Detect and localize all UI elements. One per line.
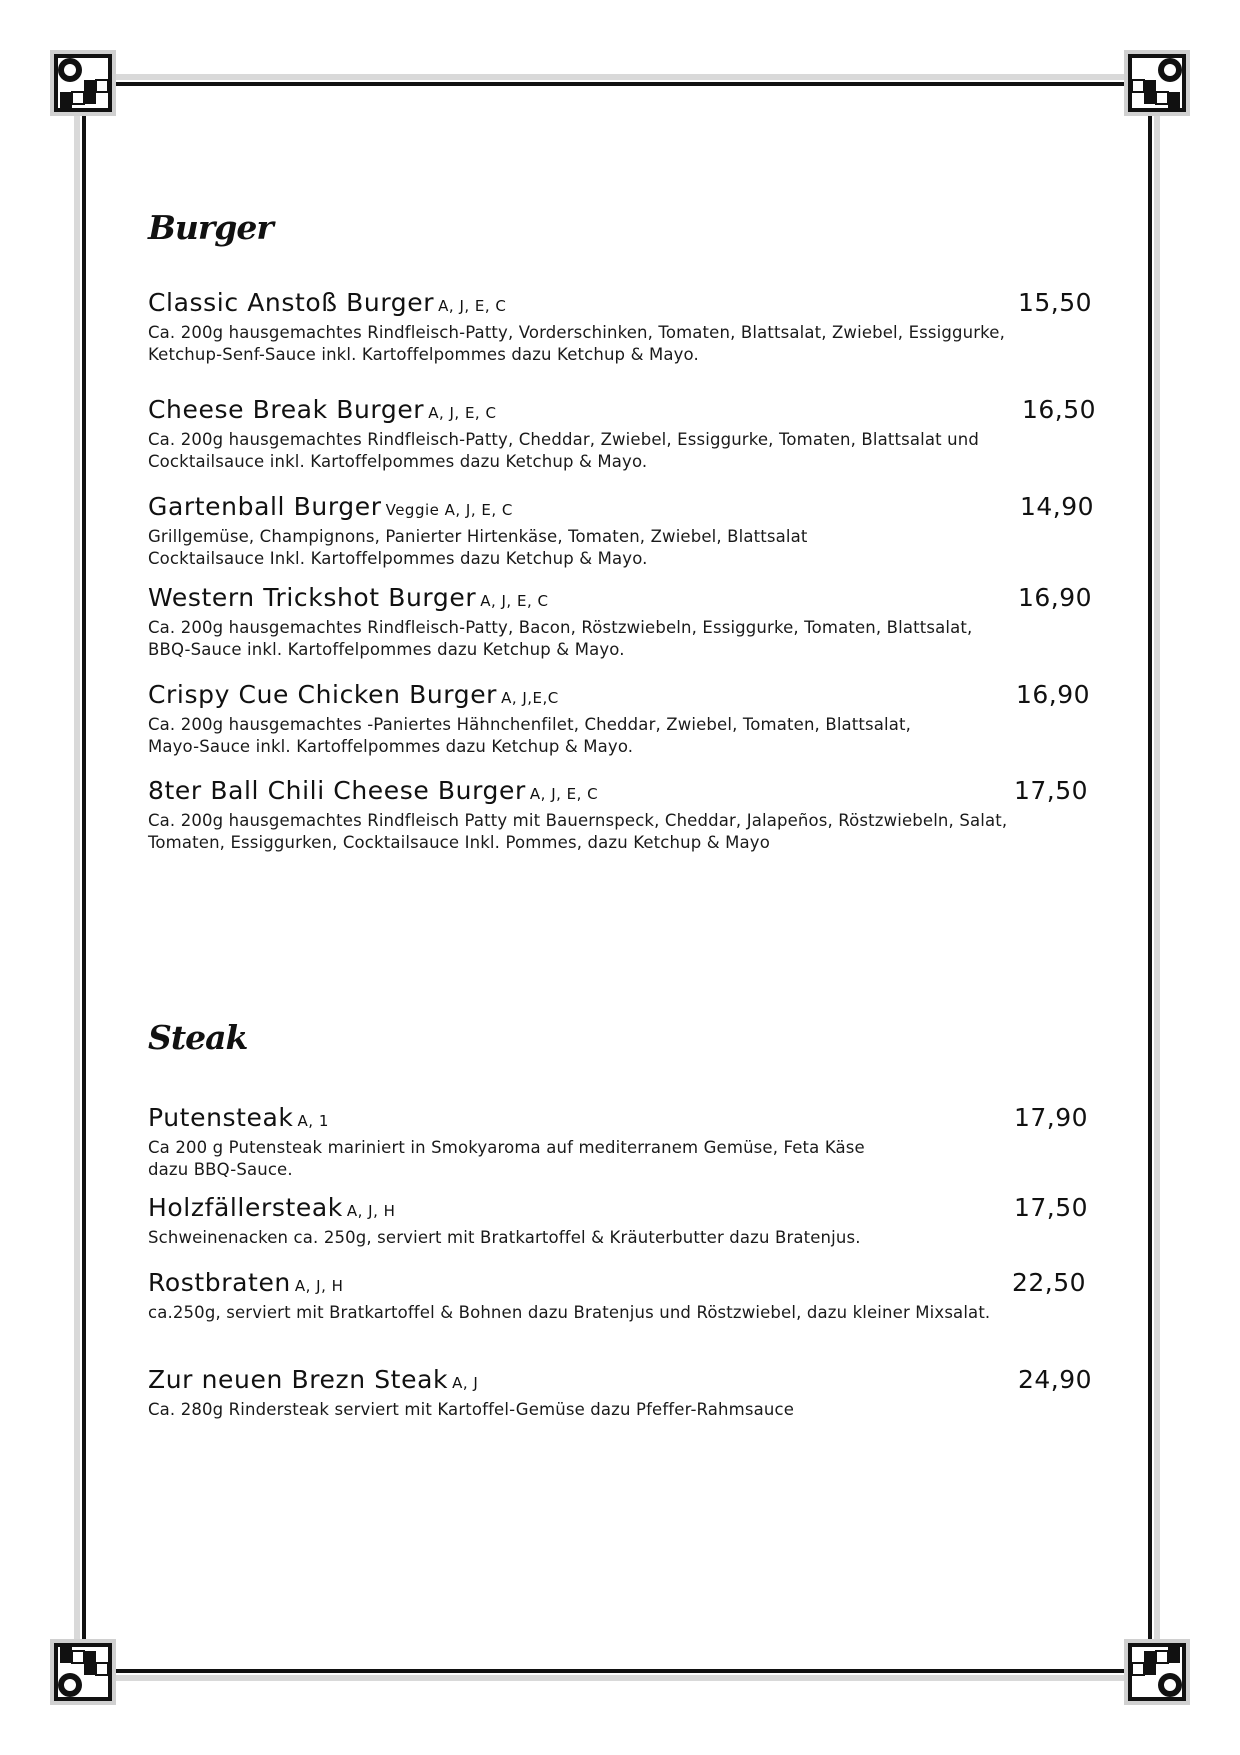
menu-item-header bbox=[148, 1193, 1098, 1227]
menu-item bbox=[148, 776, 1098, 854]
menu-item bbox=[148, 680, 1098, 758]
menu-item-price: 24,90 bbox=[1018, 1365, 1093, 1394]
menu-item-price: 16,50 bbox=[1022, 395, 1097, 424]
menu-item-header bbox=[148, 583, 1098, 617]
menu-item-name: Gartenball Burger bbox=[148, 492, 382, 521]
menu-item-description: dazu BBQ-Sauce. bbox=[148, 1160, 293, 1179]
menu-item-price: 17,90 bbox=[1014, 1103, 1089, 1132]
menu-item bbox=[148, 1193, 1098, 1249]
menu-item-header bbox=[148, 288, 1098, 322]
menu-item-header bbox=[148, 1103, 1098, 1137]
menu-item bbox=[148, 492, 1098, 570]
menu-item-allergens: A, J, E, C bbox=[529, 785, 599, 803]
menu-item-price: 17,50 bbox=[1014, 1193, 1089, 1222]
menu-item-name: Putensteak bbox=[148, 1103, 294, 1132]
menu-item-description: Ca. 200g hausgemachtes Rindfleisch-Patty, Bacon, Röstzwiebeln, Essiggurke, Tomaten, Blattsalat, bbox=[148, 618, 973, 637]
menu-item-header bbox=[148, 1268, 1098, 1302]
menu-item bbox=[148, 583, 1098, 661]
corner-ornament-bottom-right bbox=[1124, 1639, 1190, 1705]
menu-item-price: 16,90 bbox=[1018, 583, 1093, 612]
menu-item-allergens: A, J, H bbox=[294, 1277, 344, 1295]
menu-item-description: Grillgemüse, Champignons, Panierter Hirtenkäse, Tomaten, Zwiebel, Blattsalat bbox=[148, 527, 808, 546]
menu-item-description: Ca. 200g hausgemachtes Rindfleisch Patty mit Bauernspeck, Cheddar, Jalapeños, Röstzwiebeln, Salat, bbox=[148, 811, 1008, 830]
menu-item-header bbox=[148, 680, 1098, 714]
menu-item-allergens: A, 1 bbox=[297, 1112, 329, 1130]
menu-item-description: Ca 200 g Putensteak mariniert in Smokyaroma auf mediterranem Gemüse, Feta Käse bbox=[148, 1138, 865, 1157]
menu-item-name: Western Trickshot Burger bbox=[148, 583, 477, 612]
menu-item-price: 16,90 bbox=[1016, 680, 1091, 709]
menu-item-name: Zur neuen Brezn Steak bbox=[148, 1365, 449, 1394]
menu-item-name: 8ter Ball Chili Cheese Burger bbox=[148, 776, 526, 805]
menu-item-description: Tomaten, Essiggurken, Cocktailsauce Inkl. Pommes, dazu Ketchup & Mayo bbox=[148, 833, 770, 852]
menu-item-name: Holzfällersteak bbox=[148, 1193, 343, 1222]
menu-item-description: Schweinenacken ca. 250g, serviert mit Bratkartoffel & Kräuterbutter dazu Bratenjus. bbox=[148, 1228, 861, 1247]
menu-item bbox=[148, 395, 1098, 473]
menu-item-description: Ca. 200g hausgemachtes -Paniertes Hähnchenfilet, Cheddar, Zwiebel, Tomaten, Blattsalat, bbox=[148, 715, 912, 734]
menu-item-name: Classic Anstoß Burger bbox=[148, 288, 435, 317]
menu-item-description: Cocktailsauce Inkl. Kartoffelpommes dazu Ketchup & Mayo. bbox=[148, 549, 648, 568]
menu-item bbox=[148, 1365, 1098, 1421]
menu-item-price: 14,90 bbox=[1020, 492, 1095, 521]
menu-item-description: Ca. 200g hausgemachtes Rindfleisch-Patty, Vorderschinken, Tomaten, Blattsalat, Zwiebel, Essiggurke, bbox=[148, 323, 1005, 342]
menu-item-name: Rostbraten bbox=[148, 1268, 291, 1297]
menu-item-allergens: A, J, E, C bbox=[428, 404, 497, 422]
menu-item-allergens: Veggie A, J, E, C bbox=[385, 501, 513, 519]
menu-item-description: Mayo-Sauce inkl. Kartoffelpommes dazu Ketchup & Mayo. bbox=[148, 737, 634, 756]
menu-item-header bbox=[148, 1365, 1098, 1399]
corner-ornament-top-left bbox=[50, 50, 116, 116]
menu-item-allergens: A, J, E, C bbox=[438, 297, 507, 315]
menu-item-name: Cheese Break Burger bbox=[148, 395, 425, 424]
menu-item-allergens: A, J, H bbox=[346, 1202, 396, 1220]
section-title-steak: Steak bbox=[148, 1018, 248, 1057]
menu-item-description: Ca. 280g Rindersteak serviert mit Kartoffel-Gemüse dazu Pfeffer-Rahmsauce bbox=[148, 1400, 795, 1419]
menu-item bbox=[148, 1103, 1098, 1181]
menu-item-description: BBQ-Sauce inkl. Kartoffelpommes dazu Ketchup & Mayo. bbox=[148, 640, 625, 659]
menu-item bbox=[148, 288, 1098, 366]
menu-item-allergens: A, J, E, C bbox=[480, 592, 549, 610]
corner-ornament-top-right bbox=[1124, 50, 1190, 116]
menu-item bbox=[148, 1268, 1098, 1324]
menu-item-header bbox=[148, 395, 1098, 429]
menu-item-price: 22,50 bbox=[1012, 1268, 1087, 1297]
menu-item-price: 15,50 bbox=[1018, 288, 1093, 317]
corner-ornament-bottom-left bbox=[50, 1639, 116, 1705]
menu-item-name: Crispy Cue Chicken Burger bbox=[148, 680, 498, 709]
menu-item-description: Ketchup-Senf-Sauce inkl. Kartoffelpommes dazu Ketchup & Mayo. bbox=[148, 345, 699, 364]
menu-item-allergens: A, J,E,C bbox=[501, 689, 559, 707]
menu-item-description: Ca. 200g hausgemachtes Rindfleisch-Patty, Cheddar, Zwiebel, Essiggurke, Tomaten, Blattsalat und bbox=[148, 430, 979, 449]
menu-item-header bbox=[148, 776, 1098, 810]
menu-item-description: ca.250g, serviert mit Bratkartoffel & Bohnen dazu Bratenjus und Röstzwiebel, dazu kleiner Mixsalat. bbox=[148, 1303, 991, 1322]
menu-item-allergens: A, J bbox=[452, 1374, 479, 1392]
menu-item-header bbox=[148, 492, 1098, 526]
section-title-burger: Burger bbox=[148, 208, 273, 247]
menu-item-description: Cocktailsauce inkl. Kartoffelpommes dazu Ketchup & Mayo. bbox=[148, 452, 648, 471]
menu-item-price: 17,50 bbox=[1014, 776, 1089, 805]
